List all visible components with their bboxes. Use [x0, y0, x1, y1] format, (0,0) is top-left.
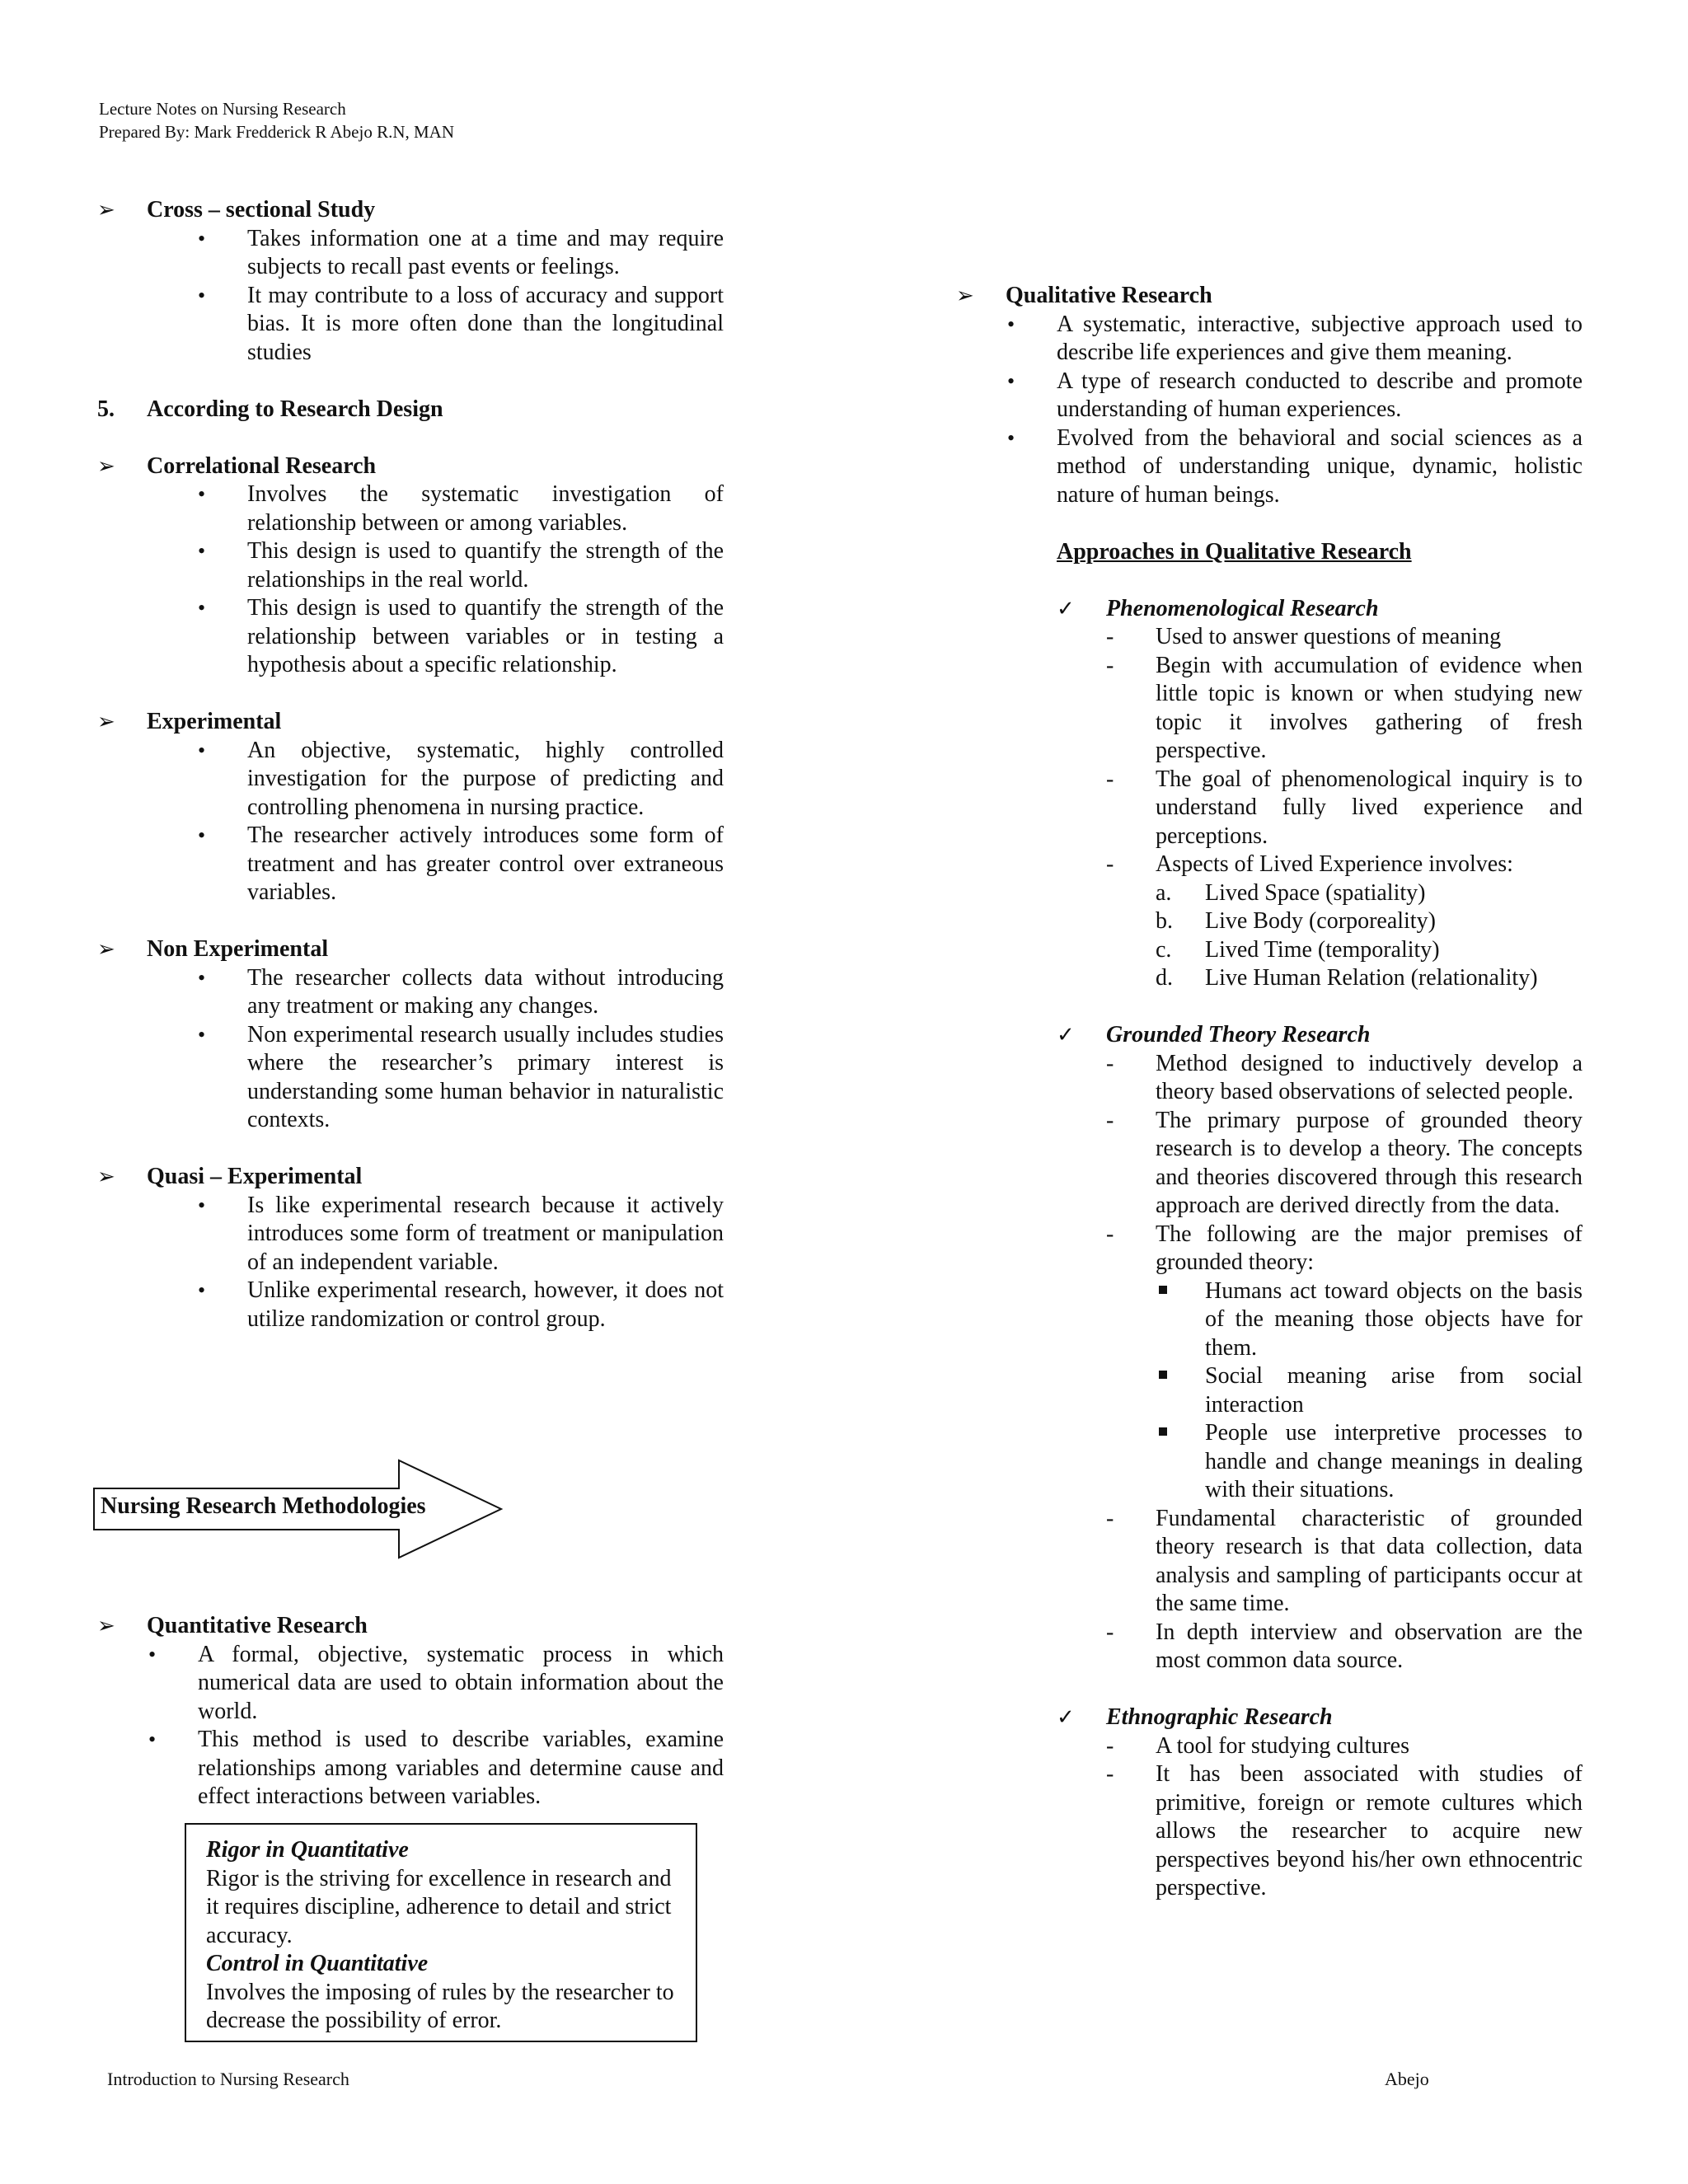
list-item: • It may contribute to a loss of accuracy and support bias. It is more often done than the longitudinal studies: [247, 282, 724, 368]
approach-ethnographic: [1057, 1704, 1582, 1732]
section-experimental: [97, 708, 724, 737]
bullet-list: [97, 480, 724, 680]
list-item: b. Live Body (corporeality): [1156, 908, 1436, 934]
list-item: • Is like experimental research because it actively introduces some form of treatment or manipulation of an independent variable.: [247, 1192, 724, 1277]
right-column: [956, 282, 1582, 1903]
arrow-bullet-icon: ➢: [97, 1165, 115, 1188]
list-item: • This method is used to describe variables, examine relationships among variables and determine cause and effect interactions between variables.: [198, 1726, 724, 1811]
list-item: a. Lived Space (spatiality): [1156, 879, 1426, 906]
page-header: [99, 97, 454, 143]
bullet-list: [97, 737, 724, 907]
dash-list: [956, 623, 1582, 879]
arrow-label: Nursing Research Methodologies: [101, 1493, 426, 1519]
list-item: Humans act toward objects on the basis of the meaning those objects have for them.: [1205, 1277, 1582, 1363]
arrow-bullet-icon: ➢: [97, 198, 115, 222]
section-cross-sectional: [97, 196, 724, 225]
rigor-title: Rigor in Quantitative: [206, 1837, 409, 1863]
list-item: - Method designed to inductively develop a theory based observations of selected people.: [1156, 1050, 1582, 1107]
section-qualitative: [956, 282, 1582, 311]
header-line-1: Lecture Notes on Nursing Research: [99, 99, 346, 119]
list-item: • A type of research conducted to describe and promote understanding of human experiences.: [1057, 368, 1582, 424]
section-correlational: [97, 452, 724, 481]
list-item: • A systematic, interactive, subjective approach used to describe life experiences and give them meaning.: [1057, 311, 1582, 368]
arrow-bullet-icon: ➢: [97, 937, 115, 961]
list-item: - Used to answer questions of meaning: [1156, 623, 1582, 652]
list-item: - In depth interview and observation are the most common data source.: [1156, 1619, 1582, 1675]
list-item: - The following are the major premises of grounded theory:: [1156, 1221, 1582, 1277]
list-item: c. Lived Time (temporality): [1156, 936, 1440, 963]
list-item: • Involves the systematic investigation of relationship between or among variables.: [247, 480, 724, 537]
list-item: • Unlike experimental research, however, it does not utilize randomization or control group.: [247, 1277, 724, 1333]
checkmark-icon: ✓: [1057, 1023, 1075, 1047]
dash-list: [956, 1505, 1582, 1675]
section-quantitative: [97, 1612, 724, 1641]
approaches-heading: Approaches in Qualitative Research: [1057, 538, 1412, 565]
list-item: - Aspects of Lived Experience involves:: [1156, 851, 1582, 879]
list-item: • The researcher collects data without introducing any treatment or making any changes.: [247, 964, 724, 1021]
arrow-bullet-icon: ➢: [956, 284, 974, 307]
approach-title: Phenomenological Research: [1106, 595, 1379, 621]
section-title: Correlational Research: [147, 452, 377, 479]
checkmark-icon: ✓: [1057, 1705, 1075, 1729]
section-quasi-experimental: [97, 1163, 724, 1192]
header-line-2: Prepared By: Mark Fredderick R Abejo R.N, MAN: [99, 122, 455, 142]
section-research-design: [97, 396, 724, 424]
list-item: • Takes information one at a time and may require subjects to recall past events or feelings.: [247, 225, 724, 282]
list-item: Social meaning arise from social interaction: [1205, 1362, 1582, 1419]
list-item: - Fundamental characteristic of grounded theory research is that data collection, data analysis and sampling of participants occur at the same time.: [1156, 1505, 1582, 1619]
section-title: Quasi – Experimental: [147, 1164, 363, 1189]
footer-right: Abejo: [1385, 2069, 1429, 2089]
section-title: According to Research Design: [147, 396, 443, 422]
list-item: • A formal, objective, systematic process in which numerical data are used to obtain information about the world.: [198, 1641, 724, 1727]
list-item: • An objective, systematic, highly controlled investigation for the purpose of predicting and controlling phenomena in nursing practice.: [247, 737, 724, 823]
arrow-bullet-icon: ➢: [97, 1614, 115, 1638]
list-item: - It has been associated with studies of primitive, foreign or remote cultures which allows the researcher to acquire new perspectives beyond his/her own ethnocentric perspective.: [1156, 1760, 1582, 1903]
list-item: d. Live Human Relation (relationality): [1156, 965, 1538, 991]
list-item: • The researcher actively introduces some form of treatment and has greater control over extraneous variables.: [247, 822, 724, 907]
approach-phenomenological: [1057, 595, 1582, 624]
rigor-text: Rigor is the striving for excellence in research and it requires discipline, adherence to detail and strict accuracy.: [206, 1865, 672, 1948]
checkmark-icon: ✓: [1057, 596, 1075, 621]
section-non-experimental: [97, 935, 724, 964]
footer-left: Introduction to Nursing Research: [107, 2069, 349, 2089]
section-title: Quantitative Research: [147, 1613, 368, 1638]
section-title: Cross – sectional Study: [147, 197, 376, 223]
bullet-list: [97, 964, 724, 1135]
arrow-bullet-icon: ➢: [97, 710, 115, 733]
bullet-list: [956, 311, 1582, 510]
list-item: - The primary purpose of grounded theory research is to develop a theory. The concepts and theories discovered through this research approach are derived directly from the data.: [1156, 1107, 1582, 1221]
approach-title: Grounded Theory Research: [1106, 1022, 1371, 1047]
list-item: • This design is used to quantify the strength of the relationship between variables or in testing a hypothesis about a specific relationship.: [247, 594, 724, 680]
rigor-control-box: [185, 1823, 697, 2042]
control-text: Involves the imposing of rules by the researcher to decrease the possibility of error.: [206, 1979, 674, 2033]
list-item: • Evolved from the behavioral and social sciences as a method of understanding unique, dynamic, holistic nature of human beings.: [1057, 424, 1582, 510]
bullet-list: [97, 1192, 724, 1334]
bullet-list: [97, 225, 724, 368]
section-title: Experimental: [147, 709, 282, 734]
premises-list: [956, 1277, 1582, 1505]
section-title: Qualitative Research: [1006, 283, 1212, 308]
aspects-list: [956, 879, 1582, 993]
methodologies-arrow: [92, 1459, 504, 1559]
section-number: 5.: [97, 396, 115, 422]
list-item: • Non experimental research usually includes studies where the researcher’s primary interest is understanding some human behavior in naturalistic contexts.: [247, 1021, 724, 1135]
dash-list: [956, 1050, 1582, 1277]
list-item: People use interpretive processes to handle and change meanings in dealing with their situations.: [1205, 1419, 1582, 1505]
list-item: • This design is used to quantify the strength of the relationships in the real world.: [247, 537, 724, 594]
arrow-bullet-icon: ➢: [97, 453, 115, 478]
list-item: - Begin with accumulation of evidence when little topic is known or when studying new topic it involves gathering of fresh perspective.: [1156, 652, 1582, 766]
list-item: - The goal of phenomenological inquiry is to understand fully lived experience and perceptions.: [1156, 766, 1582, 851]
approach-grounded-theory: [1057, 1021, 1582, 1050]
quantitative-section: [97, 1612, 724, 1811]
bullet-list: [97, 1641, 724, 1811]
section-title: Non Experimental: [147, 936, 329, 962]
list-item: - A tool for studying cultures: [1156, 1732, 1582, 1761]
dash-list: [956, 1732, 1582, 1903]
left-column: [97, 196, 724, 1333]
approach-title: Ethnographic Research: [1106, 1704, 1333, 1730]
control-title: Control in Quantitative: [206, 1951, 429, 1976]
